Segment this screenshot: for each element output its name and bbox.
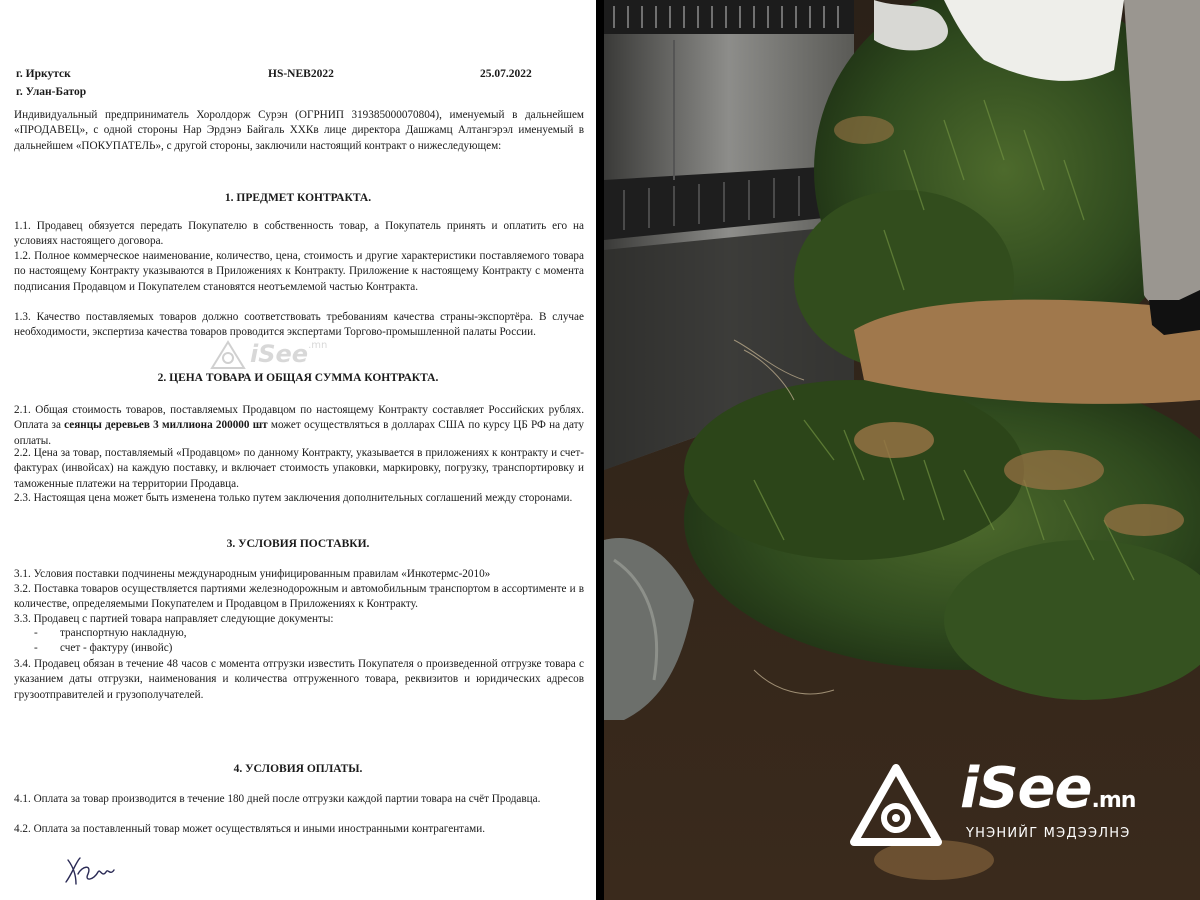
list-item-text: транспортную накладную, xyxy=(60,627,187,639)
section-1-title: 1. ПРЕДМЕТ КОНТРАКТА. xyxy=(224,192,372,204)
seedlings-photo xyxy=(604,0,1200,900)
section-3-title: 3. УСЛОВИЯ ПОСТАВКИ. xyxy=(226,538,370,550)
isee-logo-icon xyxy=(210,340,246,370)
clause-2-1-highlight: сеянцы деревьев 3 миллиона 200000 шт xyxy=(64,419,268,432)
document-list-item: - счет - фактуру (инвойс) xyxy=(34,642,173,654)
clause-3-4: 3.4. Продавец обязан в течение 48 часов с момента отгрузки известить Покупателя о произведенной отгрузке товара с указанием даты отгрузки, наименования и количества отгруженного товара, реквизитов и юридических адресов грузоотправителей и грузополучателей. xyxy=(14,658,584,701)
document-watermark-domain: .mn xyxy=(308,340,328,351)
isee-brand-name: iSee xyxy=(960,756,1092,821)
document-watermark-brand: iSee xyxy=(250,340,309,368)
clause-2-1 xyxy=(14,403,584,449)
isee-brand xyxy=(960,754,1135,836)
clause-2-1-text-a: 2.1. Общая стоимость товаров, поставляемых Продавцом по настоящему Контракту составляет Российских рублях. Оплата за xyxy=(14,404,584,432)
intro-paragraph: Индивидуальный предприниматель Хоролдорж Сурэн (ОГРНИП 319385000070804), именуемый в дальнейшем «ПРОДАВЕЦ», с одной стороны Нар Эрдэнэ Байгаль ХХКв лице директора Дашжамц Алтангэрэл именуемый в дальнейшем «ПОКУПАТЕЛЬ», с другой стороны, заключили настоящий контракт о нижеследующем: xyxy=(14,109,584,152)
image-divider xyxy=(596,0,604,900)
contract-page xyxy=(0,0,596,900)
isee-brand-domain: .mn xyxy=(1091,788,1136,813)
section-2-title: 2. ЦЕНА ТОВАРА И ОБЩАЯ СУММА КОНТРАКТА. xyxy=(157,372,439,384)
clause-3-2: 3.2. Поставка товаров осуществляется партиями железнодорожным и автомобильным транспортом в ассортименте и в количестве, определяемыми Покупателем и Продавцом в Приложениях к Контракту. xyxy=(14,583,584,611)
document-list-item: - транспортную накладную, xyxy=(34,627,187,639)
list-item-text: счет - фактуру (инвойс) xyxy=(60,642,173,654)
clause-1-3: 1.3. Качество поставляемых товаров должно соответствовать требованиям качества страны-экспортёра. В случае необходимости, экспертиза качества товаров проводится экспертами Торгово-промышленной палаты России. xyxy=(14,311,584,339)
clause-4-1: 4.1. Оплата за товар производится в течение 180 дней после отгрузки каждой партии товара на счёт Продавца. xyxy=(14,793,541,805)
isee-logo-icon xyxy=(850,764,942,846)
clause-2-2: 2.2. Цена за товар, поставляемый «Продавцом» по данному Контракту, указывается в приложениях к контракту и счет-фактурах (инвойсах) на каждую поставку, и включает стоимость упаковки, маркировку, погрузку, транспортировку и таможенные платежи на территории Продавца. xyxy=(14,447,584,490)
isee-tagline: ҮНЭНИЙГ МЭДЭЭЛНЭ xyxy=(966,826,1131,841)
clause-4-2: 4.2. Оплата за поставленный товар может осуществляться и иными иностранными контрагентами. xyxy=(14,823,486,835)
isee-watermark xyxy=(850,756,1190,850)
clause-2-3: 2.3. Настоящая цена может быть изменена только путем заключения дополнительных соглашений между сторонами. xyxy=(14,492,573,504)
document-watermark xyxy=(210,340,327,375)
clause-1-2: 1.2. Полное коммерческое наименование, количество, цена, стоимость и другие характеристики поставляемого товара по настоящему Контракту указываются в Приложениях к Контракту. Приложение к настоящему Контракту с момента подписания Продавцом и Покупателем становятся неотъемлемой частью Контракта. xyxy=(14,250,584,293)
city-irkutsk: г. Иркутск xyxy=(16,68,71,80)
contract-code: HS-NEB2022 xyxy=(268,68,334,80)
contract-date: 25.07.2022 xyxy=(480,68,532,80)
clause-1-1: 1.1. Продавец обязуется передать Покупателю в собственность товар, а Покупатель принять и оплатить его на условиях настоящего договора. xyxy=(14,220,584,248)
clause-2-1-text-b: может осуществляться в долларах США по курсу ЦБ РФ на дату оплаты. xyxy=(14,419,585,447)
clause-3-1: 3.1. Условия поставки подчинены международным унифицированным правилам «Инкотермс-2010» xyxy=(14,568,491,580)
clause-3-3: 3.3. Продавец с партией товара направляет следующие документы: xyxy=(14,613,334,625)
city-ulaanbaatar: г. Улан-Батор xyxy=(16,86,87,98)
signature xyxy=(62,852,122,888)
section-4-title: 4. УСЛОВИЯ ОПЛАТЫ. xyxy=(233,763,363,775)
